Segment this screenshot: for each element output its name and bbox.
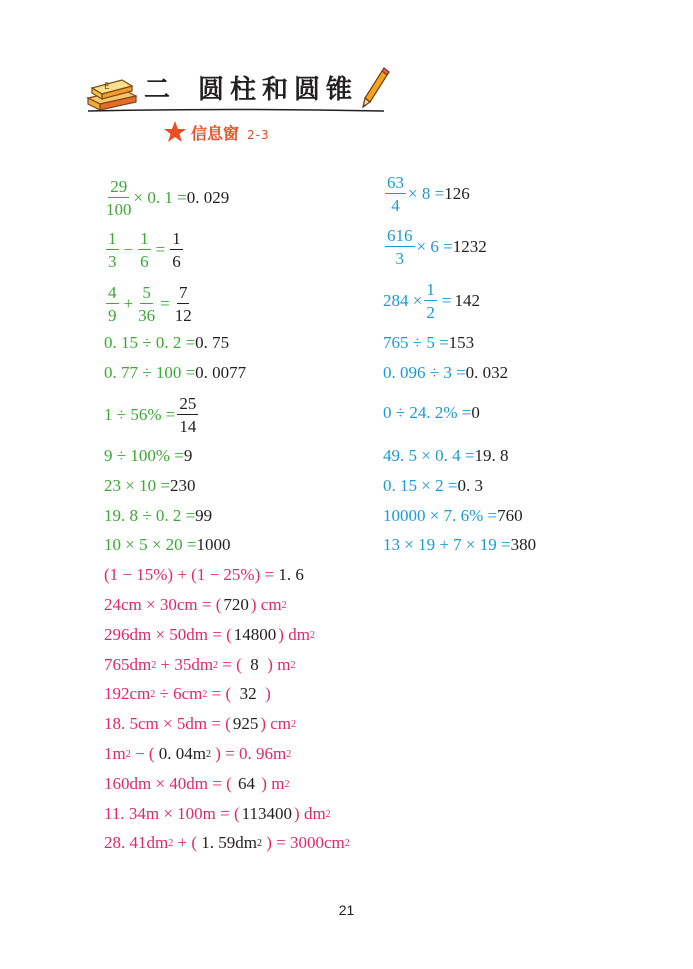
left-eq-10: 10 × 5 × 20 = 1000 [104, 535, 231, 554]
left-eq-4: 0. 15 ÷ 0. 2 = 0. 75 [104, 333, 230, 352]
unit-eq-5: 192cm 2 ÷ 6cm 2 = ( 32 ) [104, 684, 271, 703]
right-eq-4: 765 ÷ 5 = 153 [383, 333, 475, 352]
unit-eq-2: 24cm × 30cm = ( 720 ) cm 2 [104, 595, 287, 614]
unit-eq-3: 296dm × 50dm = ( 14800 ) dm 2 [104, 625, 315, 644]
svg-text:E: E [104, 82, 110, 92]
left-eq-5: 0. 77 ÷ 100 = 0. 0077 [104, 363, 247, 382]
unit-eq-6: 18. 5cm × 5dm = ( 925 ) cm 2 [104, 714, 297, 733]
left-eq-1: $\frac{29}{100}$ × 0. 1 = 0. 029 [106, 177, 230, 219]
right-eq-9: 10000 × 7. 6% = 760 [383, 506, 523, 525]
right-eq-8: 0. 15 × 2 = 0. 3 [383, 476, 483, 495]
books-icon [84, 68, 140, 112]
left-eq-6: 1 ÷ 56% = $\frac{25}{14}$ [104, 394, 197, 436]
unit-eq-10: 28. 41dm 2 + ( 1. 59dm 2 ) = 3000cm 2 [104, 833, 350, 852]
right-eq-6: 0 ÷ 24. 2% = 0 [383, 403, 480, 422]
left-eq-8: 23 × 10 = 230 [104, 476, 196, 495]
info-code: 2-3 [247, 128, 270, 142]
chapter-name: 圆柱和圆锥 [198, 75, 359, 105]
chapter-number: 二 [144, 75, 177, 105]
right-eq-1: $\frac{63}{4}$ × 8 = 126 [387, 173, 470, 215]
chapter-header [84, 64, 404, 114]
page-number: 21 [338, 902, 355, 918]
left-eq-3: $\frac{4}{9}$ + $\frac{5}{36}$ = $\frac{7}{12}$ [108, 283, 192, 325]
left-eq-9: 19. 8 ÷ 0. 2 = 99 [104, 506, 213, 525]
right-eq-10: 13 × 19 + 7 × 19 = 380 [383, 535, 537, 554]
chapter-title [144, 69, 358, 106]
unit-eq-9: 11. 34m × 100m = ( 113400 ) dm 2 [104, 804, 331, 823]
unit-eq-4: 765dm 2 + 35dm 2 = ( 8 ) m 2 [104, 655, 296, 674]
right-eq-2: $\frac{616}{3}$ × 6 = 1232 [387, 226, 487, 268]
star-icon [163, 120, 187, 144]
left-eq-7: 9 ÷ 100% = 9 [104, 446, 193, 465]
unit-eq-1: (1 − 15%) + (1 − 25%) = 1. 6 [104, 565, 304, 584]
right-eq-7: 49. 5 × 0. 4 = 19. 8 [383, 446, 509, 465]
unit-eq-7: 1m 2 − ( 0. 04m 2 ) = 0. 96m 2 [104, 744, 292, 763]
left-eq-2: $\frac{1}{3}$ − $\frac{1}{6}$ = $\frac{1}{6}$ [108, 229, 181, 271]
unit-eq-8: 160dm × 40dm = ( 64 ) m 2 [104, 774, 290, 793]
header-underline [84, 108, 404, 114]
right-eq-3: 284 × $\frac{1}{2}$ = 142 [383, 280, 480, 322]
info-label: 信息窗 [191, 124, 240, 143]
right-eq-5: 0. 096 ÷ 3 = 0. 032 [383, 363, 509, 382]
pencil-icon [360, 66, 390, 110]
